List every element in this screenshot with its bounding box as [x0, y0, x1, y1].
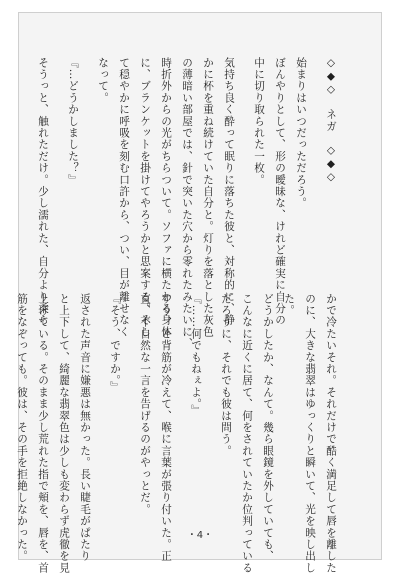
text-line: 直、不自然な一言を告げるのがやっとだ。 — [139, 293, 151, 516]
text-line: かに杯を重ね続けていた自分と。灯りを落とした灰色 — [202, 57, 214, 338]
text-line: 『……何でもねぇよ。』 — [190, 293, 202, 417]
text-line: だろうに、それでも彼は問う。 — [220, 293, 232, 457]
text-line: 中に切り取られた一枚。 — [253, 57, 265, 186]
text-line: そうっと、触れただけ。少し濡れた、自分より柔ら — [37, 57, 49, 327]
text-line: すう、と背筋が冷えて、喉に言葉が張り付いた。正 — [160, 293, 172, 563]
text-line: ぼんやりとして、形の曖昧な、けれど確実に自分の — [274, 57, 286, 327]
text-line: 時折外からの光がちらついて。ソファに横たわる身体 — [160, 57, 172, 338]
text-line: た。 — [283, 293, 295, 317]
text-line: 上げている。そのまま少し荒れた指で頬を、唇を、首 — [37, 293, 49, 574]
text-line: 始まりはいつだっただろう。 — [295, 57, 307, 210]
text-line: 返された声音に嫌悪は無かった。長い睫毛がぱたり — [79, 293, 91, 563]
text-line: と上下して、綺麗な翡翠色は少しも変わらず虎徹を見 — [58, 293, 70, 574]
text-line: 『そう、ですか。』 — [109, 293, 121, 393]
section-heading: ◇◆◇ ネガ ◇◆◇ — [325, 57, 337, 185]
document-page — [16, 12, 382, 574]
text-line: 『…どうかしました？』 — [67, 57, 79, 186]
text-line: の薄暗い部屋では、針で突いた穴から零れたみたいに、 — [181, 57, 193, 350]
text-line: て穏やかに呼吸を刻む口許から、つい、目が離せなく — [118, 57, 130, 338]
text-line: に、ブランケットを掛けてやろうかと思案する。そし — [139, 57, 151, 338]
text-line: 筋をなぞっても。彼は、その手を拒絶しなかった。 — [16, 293, 28, 563]
text-line: のに、大きな翡翠はゆっくりと瞬いて、光を映し出し — [304, 293, 316, 574]
text-line: なって。 — [97, 57, 109, 104]
text-block-bottom — [16, 293, 337, 574]
text-line: どうかしたか、なんて。幾ら眼鏡を外していても、 — [262, 293, 274, 563]
page-number: ・4・ — [186, 530, 214, 541]
text-line: 気持ち良く酔って眠りに落ちた彼と、対称的に、静 — [223, 57, 235, 327]
text-line: こんなに近くに居て、何をされていたか位判っている — [241, 293, 253, 574]
text-line: かで冷たいそれ。それだけで酷く満足して唇を離した — [325, 293, 337, 574]
